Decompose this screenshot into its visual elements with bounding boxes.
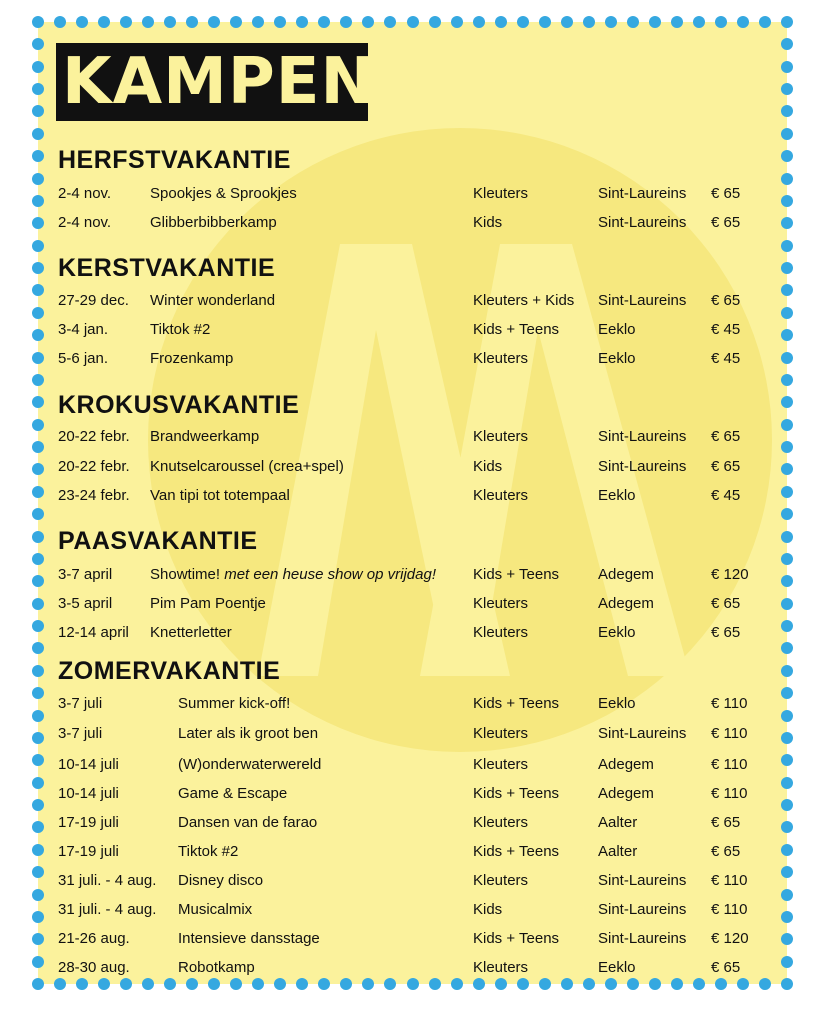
camp-location: Sint-Laureins bbox=[598, 901, 687, 918]
camp-price: € 65 bbox=[711, 595, 741, 612]
camp-date: 31 juli. - 4 aug. bbox=[58, 901, 157, 918]
camp-name: Summer kick-off! bbox=[178, 695, 291, 712]
camp-name: Pim Pam Poentje bbox=[150, 595, 266, 612]
border-dot bbox=[76, 978, 88, 990]
camp-group: Kleuters bbox=[473, 959, 529, 976]
border-dot bbox=[32, 486, 44, 498]
camp-group: Kleuters bbox=[473, 428, 529, 445]
camp-price: € 110 bbox=[711, 695, 748, 712]
camp-group: Kleuters bbox=[473, 624, 529, 641]
border-dot bbox=[781, 553, 793, 565]
border-dot bbox=[781, 128, 793, 140]
border-dot bbox=[781, 777, 793, 789]
camp-date: 3-7 juli bbox=[58, 725, 103, 742]
camp-date: 23-24 febr. bbox=[58, 487, 130, 504]
camp-location: Eeklo bbox=[598, 487, 636, 504]
section-heading: HERFSTVAKANTIE bbox=[58, 146, 291, 174]
camp-date: 2-4 nov. bbox=[58, 185, 112, 202]
border-dot bbox=[781, 61, 793, 73]
camp-location: Eeklo bbox=[598, 321, 636, 338]
camp-name: Game & Escape bbox=[178, 785, 288, 802]
border-dot bbox=[781, 441, 793, 453]
border-dot bbox=[32, 889, 44, 901]
camp-location: Sint-Laureins bbox=[598, 872, 687, 889]
camp-name-cell bbox=[150, 566, 436, 584]
camp-name: Spookjes & Sprookjes bbox=[150, 185, 297, 202]
camp-location: Adegem bbox=[598, 756, 654, 773]
border-dot bbox=[407, 978, 419, 990]
border-dot bbox=[781, 195, 793, 207]
camp-name: Tiktok #2 bbox=[178, 843, 239, 860]
border-dot bbox=[473, 16, 485, 28]
camp-name: Musicalmix bbox=[178, 901, 253, 918]
camp-location: Aalter bbox=[598, 843, 638, 860]
section-heading: KERSTVAKANTIE bbox=[58, 254, 276, 282]
border-dot bbox=[32, 598, 44, 610]
camp-date: 21-26 aug. bbox=[58, 930, 130, 947]
camp-location: Eeklo bbox=[598, 959, 636, 976]
camp-date: 3-5 april bbox=[58, 595, 113, 612]
camp-location: Sint-Laureins bbox=[598, 458, 687, 475]
border-dot bbox=[32, 61, 44, 73]
border-dot bbox=[781, 240, 793, 252]
camp-name: Tiktok #2 bbox=[150, 321, 211, 338]
border-dot bbox=[781, 598, 793, 610]
camp-date: 12-14 april bbox=[58, 624, 129, 641]
border-dot bbox=[781, 844, 793, 856]
camp-date: 5-6 jan. bbox=[58, 350, 109, 367]
border-dot bbox=[98, 16, 110, 28]
border-dot bbox=[781, 956, 793, 968]
border-dot bbox=[120, 16, 132, 28]
border-dot bbox=[759, 978, 771, 990]
camp-date: 3-7 april bbox=[58, 566, 113, 583]
border-dot bbox=[32, 844, 44, 856]
camp-location: Eeklo bbox=[598, 350, 636, 367]
camp-name: Intensieve dansstage bbox=[178, 930, 320, 947]
border-dot bbox=[539, 978, 551, 990]
border-dot bbox=[605, 978, 617, 990]
border-dot bbox=[781, 531, 793, 543]
camp-name: Disney disco bbox=[178, 872, 264, 889]
border-dot bbox=[671, 978, 683, 990]
camp-price: € 110 bbox=[711, 785, 748, 802]
border-dot bbox=[32, 262, 44, 274]
camp-group: Kids + Teens bbox=[473, 695, 560, 712]
camp-group: Kleuters bbox=[473, 595, 529, 612]
camp-date: 2-4 nov. bbox=[58, 214, 112, 231]
border-dot bbox=[32, 307, 44, 319]
border-dot bbox=[649, 16, 661, 28]
camp-price: € 65 bbox=[711, 458, 741, 475]
border-dot bbox=[54, 16, 66, 28]
camp-group: Kleuters bbox=[473, 350, 529, 367]
camp-price: € 65 bbox=[711, 185, 741, 202]
border-dot bbox=[627, 978, 639, 990]
border-dot bbox=[495, 978, 507, 990]
camp-name: Knutselcaroussel (crea+spel) bbox=[150, 458, 344, 475]
section-heading: ZOMERVAKANTIE bbox=[58, 657, 281, 685]
border-dot bbox=[715, 978, 727, 990]
border-dot bbox=[781, 16, 793, 28]
border-dot bbox=[120, 978, 132, 990]
camp-location: Adegem bbox=[598, 566, 654, 583]
border-dot bbox=[781, 710, 793, 722]
camp-price: € 65 bbox=[711, 843, 741, 860]
camp-price: € 110 bbox=[711, 756, 748, 773]
camp-date: 3-7 juli bbox=[58, 695, 103, 712]
border-dot bbox=[451, 978, 463, 990]
border-dot bbox=[98, 978, 110, 990]
camp-price: € 45 bbox=[711, 487, 741, 504]
border-dot bbox=[32, 956, 44, 968]
camp-price: € 110 bbox=[711, 872, 748, 889]
border-dot bbox=[737, 978, 749, 990]
camp-location: Adegem bbox=[598, 785, 654, 802]
border-dot bbox=[649, 978, 661, 990]
border-dot bbox=[32, 128, 44, 140]
camp-note: met een heuse show op vrijdag! bbox=[224, 566, 436, 583]
border-dot bbox=[693, 16, 705, 28]
camp-price: € 65 bbox=[711, 624, 741, 641]
border-dot bbox=[517, 978, 529, 990]
camp-name: Showtime! bbox=[150, 566, 221, 583]
border-dot bbox=[781, 620, 793, 632]
camp-name: (W)onderwaterwereld bbox=[178, 756, 322, 773]
border-dot bbox=[495, 16, 507, 28]
border-dot bbox=[781, 262, 793, 274]
border-dot bbox=[583, 16, 595, 28]
border-dot bbox=[781, 665, 793, 677]
border-dot bbox=[759, 16, 771, 28]
camp-group: Kleuters + Kids bbox=[473, 292, 575, 309]
border-dot bbox=[54, 978, 66, 990]
border-dot bbox=[715, 16, 727, 28]
camp-name: Brandweerkamp bbox=[150, 428, 260, 445]
border-dot bbox=[32, 352, 44, 364]
border-dot bbox=[781, 889, 793, 901]
section-heading: PAASVAKANTIE bbox=[58, 527, 258, 555]
camp-group: Kleuters bbox=[473, 725, 529, 742]
camp-price: € 45 bbox=[711, 321, 741, 338]
camp-date: 20-22 febr. bbox=[58, 458, 130, 475]
camp-date: 17-19 juli bbox=[58, 843, 119, 860]
border-dot bbox=[583, 978, 595, 990]
border-dot bbox=[539, 16, 551, 28]
camp-location: Adegem bbox=[598, 595, 654, 612]
camp-group: Kleuters bbox=[473, 756, 529, 773]
border-dot bbox=[737, 16, 749, 28]
border-dot bbox=[32, 374, 44, 386]
border-dot bbox=[781, 173, 793, 185]
camp-group: Kleuters bbox=[473, 814, 529, 831]
camp-group: Kleuters bbox=[473, 185, 529, 202]
border-dot bbox=[693, 978, 705, 990]
border-dot bbox=[671, 16, 683, 28]
camp-group: Kids + Teens bbox=[473, 930, 560, 947]
camp-location: Sint-Laureins bbox=[598, 292, 687, 309]
camp-name: Van tipi tot totempaal bbox=[150, 487, 290, 504]
border-dot bbox=[32, 777, 44, 789]
border-dot bbox=[781, 307, 793, 319]
camp-location: Sint-Laureins bbox=[598, 214, 687, 231]
camp-location: Sint-Laureins bbox=[598, 428, 687, 445]
border-dot bbox=[429, 978, 441, 990]
camp-group: Kids + Teens bbox=[473, 843, 560, 860]
camp-location: Eeklo bbox=[598, 695, 636, 712]
camp-group: Kids + Teens bbox=[473, 321, 560, 338]
section-heading: KROKUSVAKANTIE bbox=[58, 391, 300, 419]
border-dot bbox=[407, 16, 419, 28]
camp-location: Sint-Laureins bbox=[598, 930, 687, 947]
camp-name: Glibberbibberkamp bbox=[150, 214, 277, 231]
camp-name: Dansen van de farao bbox=[178, 814, 318, 831]
camp-group: Kids + Teens bbox=[473, 785, 560, 802]
border-dot bbox=[32, 83, 44, 95]
camp-name: Later als ik groot ben bbox=[178, 725, 319, 742]
border-dot bbox=[781, 83, 793, 95]
border-dot bbox=[76, 16, 88, 28]
border-dot bbox=[473, 978, 485, 990]
border-dot bbox=[32, 799, 44, 811]
border-dot bbox=[781, 732, 793, 744]
border-dot bbox=[561, 978, 573, 990]
border-dot bbox=[32, 978, 44, 990]
border-dot bbox=[781, 419, 793, 431]
border-dot bbox=[32, 531, 44, 543]
camp-location: Sint-Laureins bbox=[598, 185, 687, 202]
camp-price: € 65 bbox=[711, 814, 741, 831]
camp-location: Sint-Laureins bbox=[598, 725, 687, 742]
border-dot bbox=[32, 620, 44, 632]
camp-group: Kleuters bbox=[473, 487, 529, 504]
border-dot bbox=[429, 16, 441, 28]
border-dot bbox=[32, 195, 44, 207]
camp-date: 31 juli. - 4 aug. bbox=[58, 872, 157, 889]
camp-date: 3-4 jan. bbox=[58, 321, 109, 338]
camp-price: € 65 bbox=[711, 959, 741, 976]
border-dot bbox=[32, 173, 44, 185]
camp-location: Eeklo bbox=[598, 624, 636, 641]
border-dot bbox=[32, 441, 44, 453]
border-dot bbox=[781, 374, 793, 386]
border-dot bbox=[32, 732, 44, 744]
border-dot bbox=[32, 240, 44, 252]
camp-group: Kids bbox=[473, 901, 503, 918]
border-dot bbox=[781, 978, 793, 990]
camp-name: Knetterletter bbox=[150, 624, 232, 641]
border-dot bbox=[605, 16, 617, 28]
border-dot bbox=[32, 16, 44, 28]
camp-price: € 45 bbox=[711, 350, 741, 367]
camp-name: Robotkamp bbox=[178, 959, 255, 976]
camp-date: 10-14 juli bbox=[58, 756, 119, 773]
border-dot bbox=[781, 911, 793, 923]
border-dot bbox=[781, 486, 793, 498]
camp-date: 17-19 juli bbox=[58, 814, 119, 831]
camp-price: € 65 bbox=[711, 292, 741, 309]
border-dot bbox=[32, 419, 44, 431]
camp-group: Kids + Teens bbox=[473, 566, 560, 583]
page-title: KAMPEN! bbox=[62, 45, 406, 119]
camp-date: 20-22 febr. bbox=[58, 428, 130, 445]
border-dot bbox=[451, 16, 463, 28]
camp-date: 10-14 juli bbox=[58, 785, 119, 802]
camp-group: Kleuters bbox=[473, 872, 529, 889]
border-dot bbox=[32, 553, 44, 565]
camp-price: € 120 bbox=[711, 930, 749, 947]
camp-date: 27-29 dec. bbox=[58, 292, 129, 309]
border-dot bbox=[627, 16, 639, 28]
border-dot bbox=[781, 799, 793, 811]
border-dot bbox=[32, 710, 44, 722]
camp-date: 28-30 aug. bbox=[58, 959, 130, 976]
camp-price: € 110 bbox=[711, 901, 748, 918]
camp-price: € 120 bbox=[711, 566, 749, 583]
camp-price: € 65 bbox=[711, 214, 741, 231]
camp-name: Frozenkamp bbox=[150, 350, 234, 367]
border-dot bbox=[781, 352, 793, 364]
camp-price: € 65 bbox=[711, 428, 741, 445]
camp-price: € 110 bbox=[711, 725, 748, 742]
border-dot bbox=[561, 16, 573, 28]
camp-name: Winter wonderland bbox=[150, 292, 276, 309]
camp-group: Kids bbox=[473, 214, 503, 231]
border-dot bbox=[32, 911, 44, 923]
camp-group: Kids bbox=[473, 458, 503, 475]
border-dot bbox=[517, 16, 529, 28]
camp-location: Aalter bbox=[598, 814, 638, 831]
border-dot bbox=[32, 665, 44, 677]
